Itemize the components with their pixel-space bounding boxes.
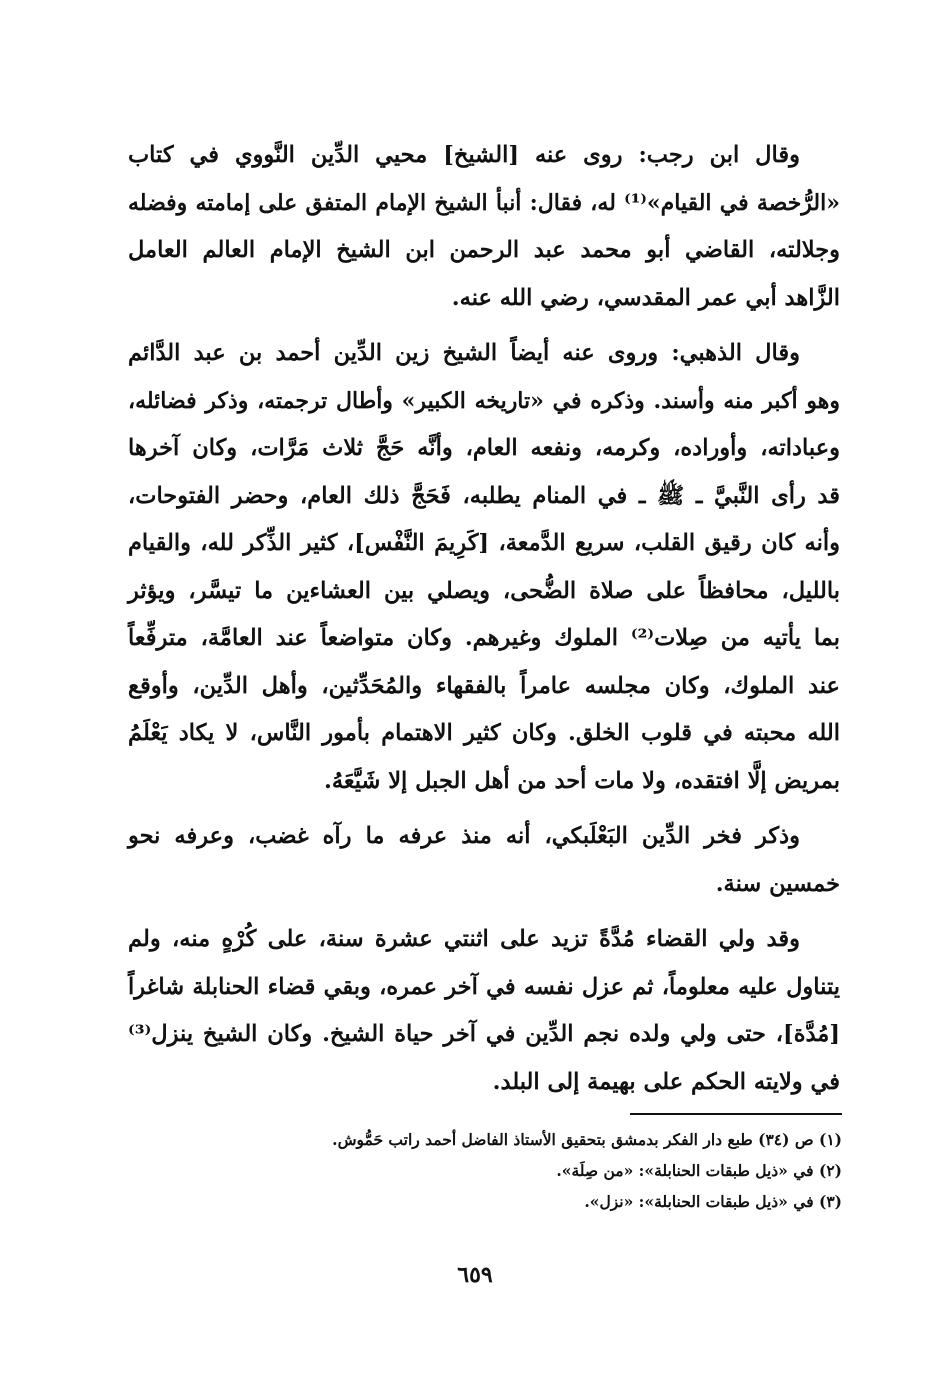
paragraph-baalbaki bbox=[128, 813, 840, 908]
text-line: الزَّاهد أبي عمر المقدسي، رضي الله عنه. bbox=[451, 284, 840, 311]
text-line: [مُدَّة]، حتى ولي ولده نجم الدِّين في آخر حياة الشيخ. وكان الشيخ ينزل⁽³⁾ bbox=[128, 1021, 840, 1047]
footnote-3: (٣) في «ذيل طبقات الحنابلة»: «نزل». bbox=[584, 1192, 842, 1211]
paragraph-dhahabi bbox=[128, 330, 840, 805]
text-line: وعباداته، وأوراده، وكرمه، ونفعه العام، وأنَّه حَجَّ ثلاث مَرَّات، وكان آخرها bbox=[128, 435, 840, 461]
text-line: خمسين سنة. bbox=[715, 870, 840, 897]
text-line: وقال الذهبي: وروى عنه أيضاً الشيخ زين الدِّين أحمد بن عبد الدَّائم bbox=[128, 340, 800, 366]
text-line: قد رأى النَّبيَّ ـ ﷺ ـ في المنام يطلبه، فَحَجَّ ذلك العام، وحضر الفتوحات، bbox=[128, 482, 840, 509]
text-line: وقال ابن رجب: روى عنه [الشيخ] محيي الدِّين النَّووي في كتاب bbox=[128, 142, 800, 168]
paragraph-ibn-rajab bbox=[128, 132, 840, 322]
text-line: بما يأتيه من صِلات⁽²⁾ الملوك وغيرهم. وكان متواضعاً عند العامَّة، مترفِّعاً bbox=[128, 625, 841, 651]
main-text bbox=[128, 132, 840, 1106]
text-line: وجلالته، القاضي أبو محمد عبد الرحمن ابن الشيخ الإمام العالم العامل bbox=[128, 237, 840, 263]
text-line: يتناول عليه معلوماً، ثم عزل نفسه في آخر عمره، وبقي قضاء الحنابلة شاغراً bbox=[128, 973, 840, 1000]
text-line: في ولايته الحكم على بهيمة إلى البلد. bbox=[492, 1068, 840, 1095]
text-line: بالليل، محافظاً على صلاة الضُّحى، ويصلي بين العشاءين ما تيسَّر، ويؤثر bbox=[128, 577, 840, 604]
text-line: عند الملوك، وكان مجلسه عامراً بالفقهاء والمُحَدِّثين، وأهل الدِّين، وأوقع bbox=[128, 672, 840, 699]
footnote-divider bbox=[630, 1113, 842, 1115]
text-line: وهو أكبر منه وأسند. وذكره في «تاريخه الكبير» وأطال ترجمته، وذكر فضائله، bbox=[128, 387, 840, 414]
text-line: بمريض إلَّا افتقده، ولا مات أحد من أهل الجبل إلا شَيَّعَهُ. bbox=[324, 767, 840, 794]
footnote-1: (١) ص (٣٤) طبع دار الفكر بدمشق بتحقيق الأستاذ الفاضل أحمد راتب حَمُّوش. bbox=[332, 1130, 842, 1149]
text-line: الله محبته في قلوب الخلق. وكان كثير الاهتمام بأمور النَّاس، لا يكاد يَعْلَمُ bbox=[128, 720, 840, 746]
text-line: وذكر فخر الدِّين البَعْلَبكي، أنه منذ عرفه ما رآه غضب، وعرفه نحو bbox=[128, 823, 800, 849]
text-line: وأنه كان رقيق القلب، سريع الدَّمعة، [كَرِيمَ النَّفْس]، كثير الذِّكر لله، والقيام bbox=[128, 530, 840, 556]
text-line: «الرُّخصة في القيام»⁽¹⁾ له، فقال: أنبأ الشيخ الإمام المتفق على إمامته وفضله bbox=[128, 189, 840, 216]
text-line: وقد ولي القضاء مُدَّةً تزيد على اثنتي عشرة سنة، على كُرْهٍ منه، ولم bbox=[128, 926, 800, 952]
page-number: ٦٥٩ bbox=[457, 1262, 493, 1288]
footnote-2: (٢) في «ذيل طبقات الحنابلة»: «من صِلَة». bbox=[556, 1161, 842, 1180]
footnotes bbox=[200, 1124, 842, 1217]
paragraph-judgeship bbox=[128, 916, 840, 1106]
